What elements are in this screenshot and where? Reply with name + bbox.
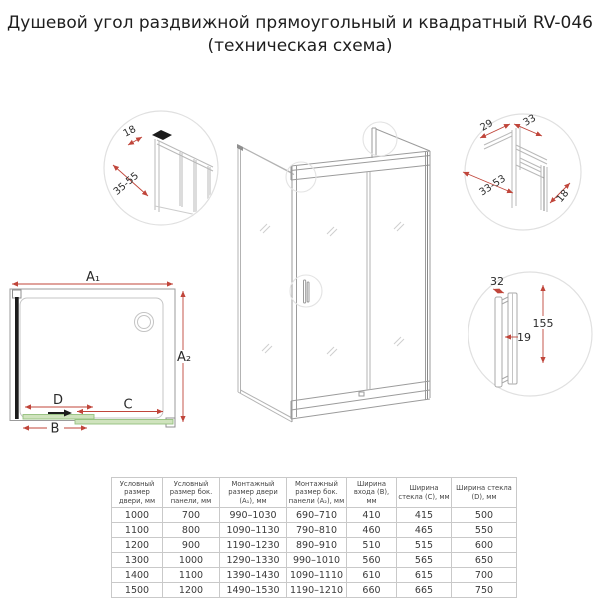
page-title [0,12,600,58]
dim-a2-label: A₂ [176,350,192,365]
col-header-glass-d-width: Ширина стекла (D), мм [452,478,517,508]
title-line-1: Душевой угол раздвижной прямоугольный и квадратный RV-046 [7,13,593,33]
enclosure-3d-drawing [210,118,450,466]
wall-bracket [152,130,172,140]
table-cell: 1000 [163,553,220,568]
table-cell: 1290–1330 [220,553,287,568]
table-cell: 1400 [112,568,163,583]
table-header-row [112,478,517,508]
dim-19-label: 19 [517,331,531,344]
drain-circle-inner [138,316,151,329]
table-cell: 665 [397,583,452,598]
col-header-door-mount-size: Монтажный размер двери (A₁), мм [220,478,287,508]
wall-profile-top-left [13,290,22,298]
table-row [112,538,517,553]
table-cell: 1000 [112,508,163,523]
callout-circle [104,111,218,225]
table-cell: 560 [347,553,397,568]
dimension-lines [12,284,183,428]
table-cell: 1300 [112,553,163,568]
side-panel-bar [15,297,19,419]
table-cell: 1200 [112,538,163,553]
dim-c-label: C [123,397,133,413]
table-cell: 890–910 [287,538,347,553]
table-cell: 800 [163,523,220,538]
dim-18-label: 18 [554,187,572,205]
plan-view [0,256,200,446]
dim-32-label: 32 [490,275,504,288]
table-cell: 1090–1130 [220,523,287,538]
table-cell: 610 [347,568,397,583]
table-cell: 1090–1110 [287,568,347,583]
dim-33-53-label: 33-53 [477,173,508,199]
table-cell: 500 [452,508,517,523]
table-cell: 660 [347,583,397,598]
size-spec-table [111,477,517,598]
dim-35-55-label: 35-55 [111,170,142,198]
table-row [112,508,517,523]
back-wall-profile [372,128,430,158]
table-cell: 750 [452,583,517,598]
title-line-2: (техническая схема) [207,36,393,56]
table-cell: 600 [452,538,517,553]
table-row [112,523,517,538]
col-header-side-panel-size: Условный размер бок. панели, мм [163,478,220,508]
side-panel-glass [238,145,294,422]
table-cell: 1390–1430 [220,568,287,583]
table-cell: 690–710 [287,508,347,523]
front-frame [291,151,430,422]
dim-d-label: D [52,393,64,408]
dim-33-label: 33 [521,112,539,129]
col-header-panel-mount-size: Монтажный размер бок. панели (A₂), мм [287,478,347,508]
dim-29-label: 29 [478,117,496,134]
corner-profile-sketch [484,126,547,212]
table-cell: 1190–1210 [287,583,347,598]
table-cell: 410 [347,508,397,523]
table-cell: 990–1030 [220,508,287,523]
table-row [112,568,517,583]
handle-sketch [495,293,517,387]
table-cell: 615 [397,568,452,583]
table-row [112,553,517,568]
table-cell: 515 [397,538,452,553]
table-cell: 1100 [112,523,163,538]
door-divider [367,172,370,390]
col-header-door-size: Условный размер двери, мм [112,478,163,508]
detail-top-right-callout [452,108,600,238]
plan-outline [10,289,175,421]
table-cell: 790–810 [287,523,347,538]
table-cell: 465 [397,523,452,538]
table-cell: 510 [347,538,397,553]
table-cell: 700 [452,568,517,583]
table-cell: 650 [452,553,517,568]
sliding-door-panel [23,415,94,420]
callout-origin-circles [286,122,397,307]
table-cell: 550 [452,523,517,538]
corner-profile-sketch [155,139,213,219]
dim-a1-label: A₁ [85,270,101,285]
dim-b-label: B [50,421,60,437]
table-cell: 1490–1530 [220,583,287,598]
fixed-glass-panel [75,420,173,425]
table-cell: 1200 [163,583,220,598]
table-cell: 1500 [112,583,163,598]
col-header-glass-c-width: Ширина стекла (C), мм [397,478,452,508]
table-cell: 460 [347,523,397,538]
detail-handle-callout [468,256,600,408]
door-handle [304,280,310,303]
table-cell: 990–1010 [287,553,347,568]
table-cell: 1190–1230 [220,538,287,553]
table-cell: 900 [163,538,220,553]
col-header-entry-width: Ширина входа (B), мм [347,478,397,508]
table-cell: 565 [397,553,452,568]
dim-18-label: 18 [121,123,139,140]
bottom-guide [359,392,364,396]
table-cell: 1100 [163,568,220,583]
spec-table-body [112,508,517,598]
table-row [112,583,517,598]
table-cell: 700 [163,508,220,523]
table-cell: 415 [397,508,452,523]
glass-sparkles [260,222,404,356]
dim-155-label: 155 [532,317,554,330]
